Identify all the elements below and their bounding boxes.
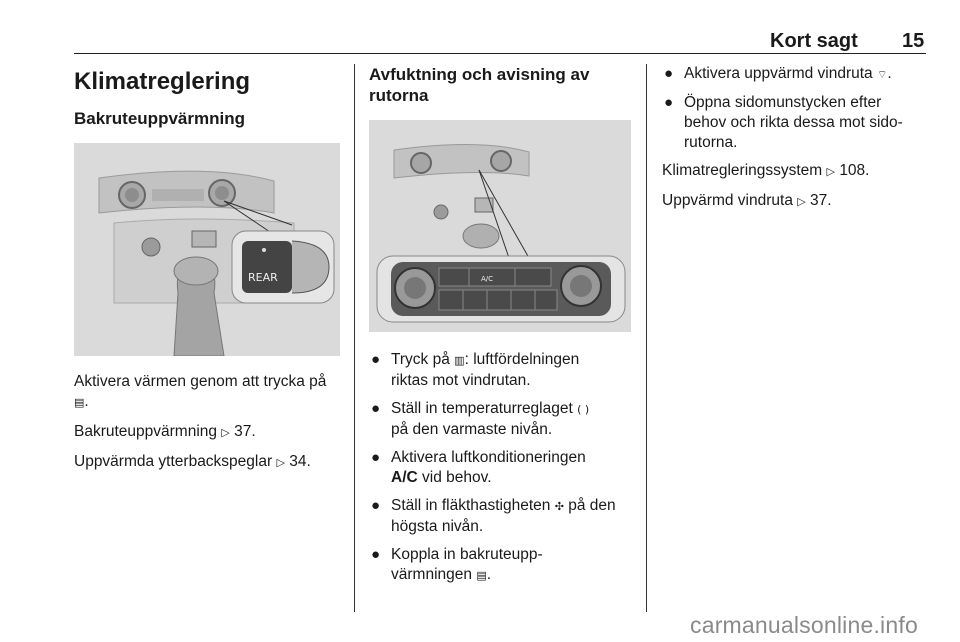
column-2: [369, 64, 637, 594]
column-divider-2: [646, 64, 647, 612]
climate-panel-photo: [369, 120, 631, 332]
rear-window-defrost-icon: ▤: [74, 396, 85, 409]
page-reference-icon: ▷: [221, 426, 230, 439]
rear-defrost-photo: [74, 143, 340, 356]
extra-steps-list: [662, 64, 932, 153]
section-heading-demist: Avfuktning och avisning av rutorna: [369, 65, 590, 105]
reference-link-heated-windscreen[interactable]: Uppvärmd vindruta ▷ 37.: [662, 192, 832, 209]
instruction-paragraph: Aktivera värmen genom att trycka på ▤.: [74, 373, 327, 410]
heated-windscreen-icon: ⌔: [876, 68, 888, 81]
panel-ac-label: A/C: [481, 275, 494, 283]
page-header-title: Kort sagt: [770, 30, 858, 52]
page-number: 15: [902, 30, 925, 52]
page-reference-icon: ▷: [276, 456, 285, 469]
demist-steps-list: [369, 350, 637, 586]
page-reference-icon: ▷: [826, 165, 835, 178]
section-heading: Klimatreglering: [74, 68, 251, 95]
column-3: [662, 64, 932, 221]
reference-link-heated-mirrors[interactable]: Uppvärmda ytterbackspeglar ▷ 34.: [74, 453, 311, 470]
panel-button-label: REAR: [248, 271, 278, 284]
header-rule: [74, 53, 926, 54]
list-item: ● Ställ in fläkthastigheten ✣ på den högsta nivån.: [371, 497, 616, 535]
rear-defrost-illustration: [74, 143, 340, 356]
reference-link-climate-system[interactable]: Klimatregleringssystem ▷ 108.: [662, 162, 870, 179]
list-item: ● Ställ in temperaturreglaget ( ) på den varmaste nivån.: [371, 400, 590, 438]
list-item: ● Öppna sidomunstycken efter behov och rikta dessa mot sido- rutorna.: [664, 94, 903, 151]
subsection-heading: Bakruteuppvärmning: [74, 109, 245, 128]
list-item: ● Aktivera luftkonditioneringen A/C vid behov.: [371, 449, 586, 486]
rear-window-defrost-icon: ▤: [476, 569, 487, 582]
reference-link-rear-defrost[interactable]: Bakruteuppvärmning ▷ 37.: [74, 423, 256, 440]
column-divider-1: [354, 64, 355, 612]
windscreen-airflow-icon: ▥: [454, 354, 465, 367]
list-item: ● Aktivera uppvärmd vindruta ⌔.: [664, 65, 892, 82]
climate-panel-illustration: [369, 120, 631, 332]
temperature-dial-icon: ( ): [577, 403, 590, 416]
column-1: [74, 64, 342, 482]
fan-icon: ✣: [554, 500, 564, 513]
watermark-text: carmanualsonline.info: [690, 612, 918, 638]
page-reference-icon: ▷: [797, 195, 806, 208]
list-item: ● Tryck på ▥: luftfördelningen riktas mot vindrutan.: [371, 351, 580, 389]
list-item: ● Koppla in bakruteupp- värmningen ▤.: [371, 546, 543, 583]
